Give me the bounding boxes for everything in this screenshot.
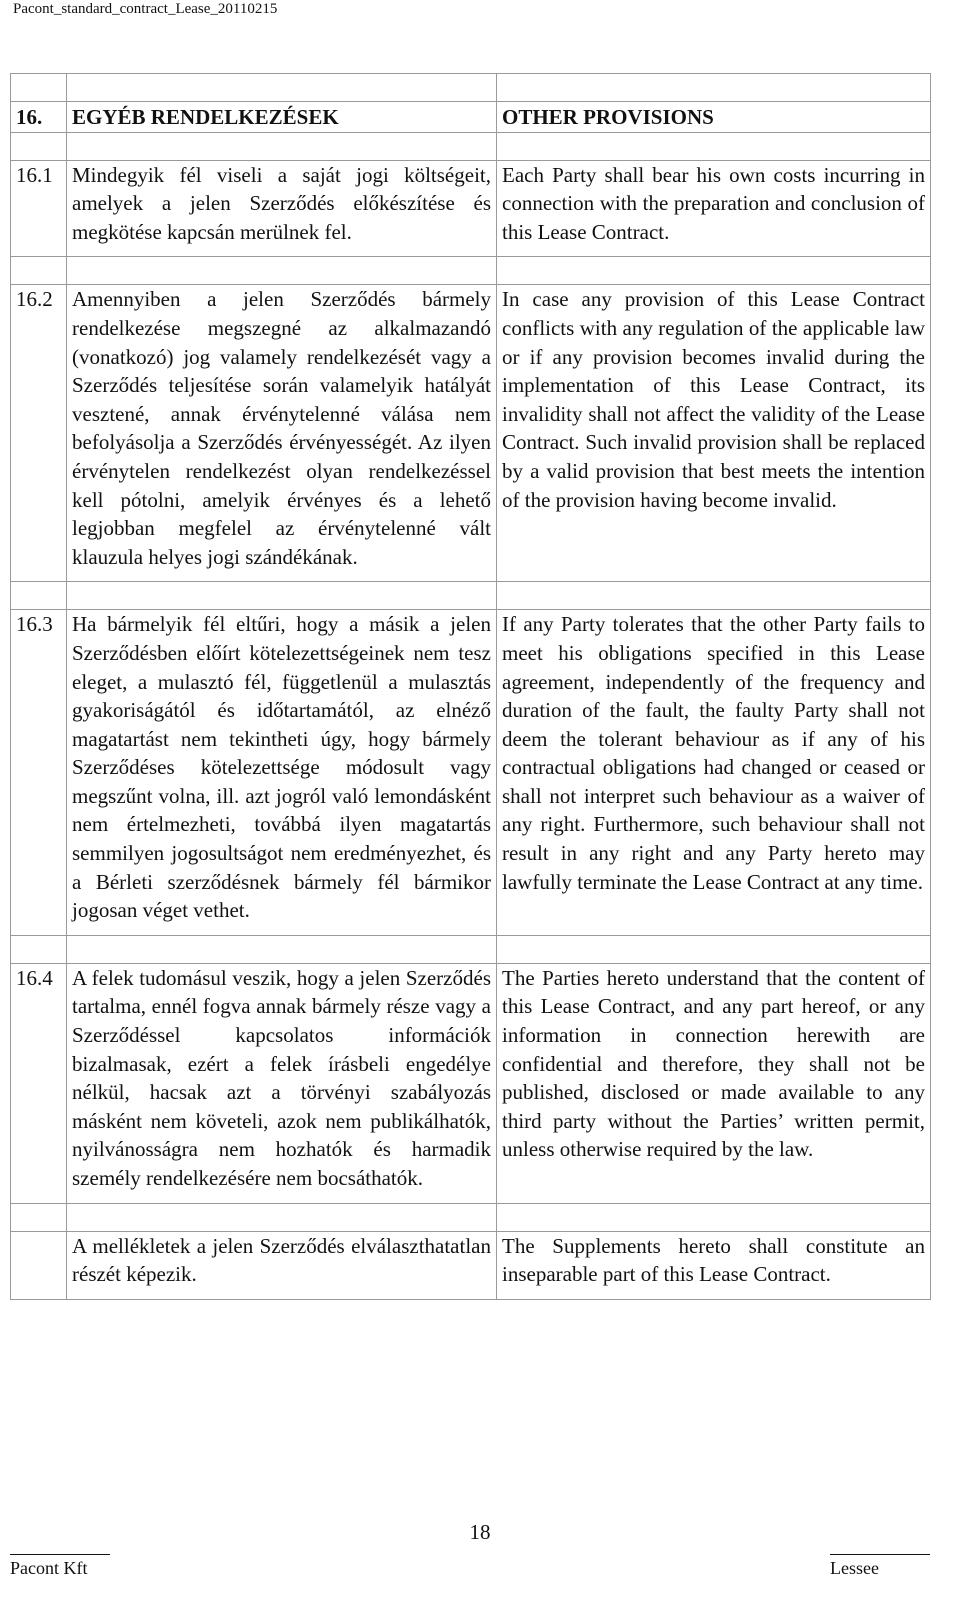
clause-text-en: The Supplements hereto shall constitute an inseparable part of this Lease Contract. bbox=[497, 1231, 931, 1299]
page-footer bbox=[0, 1518, 960, 1607]
clause-row-supplements bbox=[11, 1231, 931, 1299]
clause-number: 16.2 bbox=[11, 285, 67, 582]
section-title-hu: EGYÉB RENDELKEZÉSEK bbox=[67, 102, 497, 133]
clause-text-en: In case any provision of this Lease Contract conflicts with any regulation of the applicable law or if any provision becomes invalid during the implementation of this Lease Contract, its invalidity shall not affect the validity of the Lease Contract. Such invalid provision shall be replaced by a valid provision that best meets the intention of the provision having become invalid. bbox=[497, 285, 931, 582]
clause-row-16-4 bbox=[11, 963, 931, 1203]
clause-text-hu: Mindegyik fél viseli a saját jogi költségeit, amelyek a jelen Szerződés előkészítése és megkötése kapcsán merülnek fel. bbox=[67, 160, 497, 257]
spacer-row bbox=[11, 1203, 931, 1231]
spacer-row bbox=[11, 257, 931, 285]
clause-text-en: Each Party shall bear his own costs incurring in connection with the preparation and conclusion of this Lease Contract. bbox=[497, 160, 931, 257]
spacer-row bbox=[11, 935, 931, 963]
section-heading-row bbox=[11, 102, 931, 133]
signature-label-lessee: Lessee bbox=[830, 1558, 879, 1578]
clause-row-16-1 bbox=[11, 160, 931, 257]
provisions-table bbox=[10, 73, 931, 1300]
clause-text-hu: A felek tudomásul veszik, hogy a jelen Szerződés tartalma, ennél fogva annak bármely része vagy a Szerződéssel kapcsolatos információk bizalmasak, ezért a felek írásbeli engedélye nélkül, hacsak azt a törvényi szabályozás másként nem követeli, azok nem publikálhatók, nyilvánosságra nem hozhatók és harmadik személy rendelkezésére nem bocsáthatók. bbox=[67, 963, 497, 1203]
clause-text-en: The Parties hereto understand that the content of this Lease Contract, and any part hereof, or any information in connection herewith are confidential and therefore, they shall not be published, disclosed or made available to any third party without the Parties’ written permit, unless otherwise required by the law. bbox=[497, 963, 931, 1203]
signature-label-lessor: Pacont Kft bbox=[10, 1558, 88, 1578]
signature-line-left bbox=[10, 1554, 110, 1555]
spacer-row bbox=[11, 132, 931, 160]
section-number: 16. bbox=[11, 102, 67, 133]
signature-line-right bbox=[830, 1554, 930, 1555]
clause-text-hu: Ha bármelyik fél eltűri, hogy a másik a jelen Szerződésben előírt kötelezettségeinek nem tesz eleget, a mulasztó fél, függetlenül a mulasztás gyakoriságától és időtartamától, az elnéző magatartást nem tekintheti úgy, hogy bármely Szerződéses kötelezettsége módosult vagy megszűnt volna, ill. azt jogról való lemondásként nem értelmezheti, továbbá ilyen magatartás semmilyen jogosultságot nem eredményezhet, és a Bérleti szerződésnek bármely fél bármikor jogosan véget vethet. bbox=[67, 610, 497, 936]
clause-number: 16.3 bbox=[11, 610, 67, 936]
clause-number bbox=[11, 1231, 67, 1299]
clause-number: 16.1 bbox=[11, 160, 67, 257]
clause-text-hu: Amennyiben a jelen Szerződés bármely rendelkezése megszegné az alkalmazandó (vonatkozó) jog valamely rendelkezését vagy a Szerződés teljesítése során valamelyik hatályát vesztené, annak érvénytelenné válása nem befolyásolja a Szerződés érvényességét. Az ilyen érvénytelen rendelkezést olyan rendelkezéssel kell pótolni, amelyik érvényes és a lehető legjobban megfelel az érvénytelenné vált klauzula helyes jogi szándékának. bbox=[67, 285, 497, 582]
clause-text-hu: A mellékletek a jelen Szerződés elválaszthatatlan részét képezik. bbox=[67, 1231, 497, 1299]
section-title-en: OTHER PROVISIONS bbox=[497, 102, 931, 133]
clause-row-16-3 bbox=[11, 610, 931, 936]
page-number: 18 bbox=[469, 1520, 491, 1544]
clause-row-16-2 bbox=[11, 285, 931, 582]
document-filename: Pacont_standard_contract_Lease_20110215 bbox=[13, 1, 278, 17]
clause-text-en: If any Party tolerates that the other Party fails to meet his obligations specified in this Lease agreement, independently of the frequency and duration of the fault, the faulty Party shall not deem the tolerant behaviour as if any of his contractual obligations had changed or ceased or shall not interpret such behaviour as a waiver of any right. Furthermore, such behaviour shall not result in any right and any Party hereto may lawfully terminate the Lease Contract at any time. bbox=[497, 610, 931, 936]
spacer-row bbox=[11, 74, 931, 102]
spacer-row bbox=[11, 582, 931, 610]
clause-number: 16.4 bbox=[11, 963, 67, 1203]
